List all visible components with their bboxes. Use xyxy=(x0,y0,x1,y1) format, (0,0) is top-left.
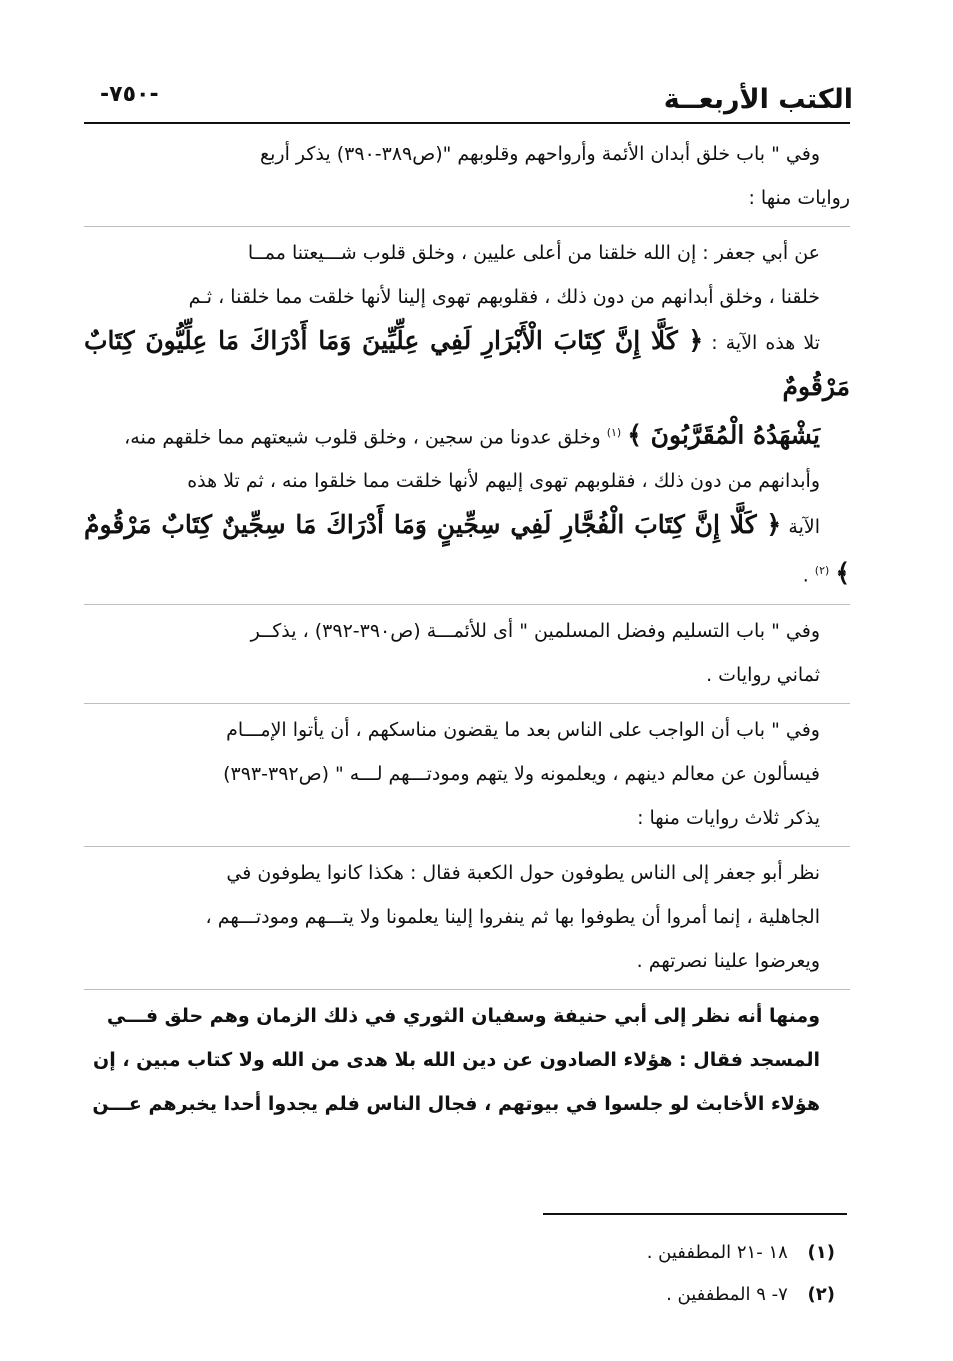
paragraph-separator xyxy=(84,226,850,227)
text-line xyxy=(84,319,850,411)
text-fragment: وخلق عدونا من سجين ، وخلق قلوب شيعتهم مما خلقهم منه، xyxy=(124,426,601,449)
paragraph-2 xyxy=(84,231,850,598)
paragraph-5 xyxy=(84,851,850,983)
text-line: ويعرضوا علينا نصرتهم . xyxy=(636,949,820,972)
footnote-marker: (١) xyxy=(807,1242,835,1263)
text-line: وفي " باب أن الواجب على الناس بعد ما يقضون مناسكهم ، أن يأتوا الإمـــام xyxy=(226,718,820,741)
text-line: فيسألون عن معالم دينهم ، ويعلمونه ولا يتهم ومودتـــهم لـــه " (ص٣٩٢-٣٩٣) xyxy=(223,762,820,785)
text-line: المسجد فقال : هؤلاء الصادون عن دين الله بلا هدى من الله ولا كتاب مبين ، إن xyxy=(93,1048,820,1071)
text-line: خلقنا ، وخلق أبدانهم من دون ذلك ، فقلوبهم تهوى إلينا لأنها خلقت مما خلقنا ، ثـم xyxy=(188,286,820,308)
footnote-item xyxy=(435,1232,835,1274)
paragraph-separator xyxy=(84,703,850,704)
text-fragment: . xyxy=(802,564,809,587)
footnote-reference: (٢) xyxy=(814,564,830,578)
page-number: -٧٥٠- xyxy=(100,82,159,107)
quran-verse: ﴿ كَلَّا إِنَّ كِتَابَ الْأَبْرَارِ لَفِي عِلِّيِّينَ وَمَا أَدْرَاكَ مَا عِلِّيُّونَ كِتَابٌ مَرْقُومٌ xyxy=(84,326,850,401)
text-line: عن أبي جعفر : إن الله خلقنا من أعلى عليين ، وخلق قلوب شـــيعتنا ممــا xyxy=(247,242,820,264)
text-line xyxy=(84,503,850,597)
text-line: وأبدانهم من دون ذلك ، فقلوبهم تهوى إليهم لأنها خلقت مما خلقوا منه ، ثم تلا هذه xyxy=(187,470,820,493)
text-line: ثماني روايات . xyxy=(706,663,820,686)
paragraph-4 xyxy=(84,708,850,840)
header-rule xyxy=(84,122,850,124)
paragraph-separator xyxy=(84,989,850,990)
text-line: ومنها أنه نظر إلى أبي حنيفة وسفيان الثوري في ذلك الزمان وهم حلق فـــي xyxy=(106,1004,820,1027)
running-header-title: الكتب الأربعــة xyxy=(663,84,853,115)
paragraph-1 xyxy=(84,132,850,220)
footnote-reference: (١) xyxy=(606,426,622,439)
footnote-marker: (٢) xyxy=(807,1284,835,1305)
text-line: وفي " باب التسليم وفضل المسلمين " أى للأئمـــة (ص٣٩٠-٣٩٢) ، يذكــر xyxy=(250,619,820,642)
text-fragment: تلا هذه الآية : xyxy=(711,332,821,354)
paragraph-separator xyxy=(84,604,850,605)
text-line: يذكر ثلاث روايات منها : xyxy=(637,806,820,829)
text-line: وفي " باب خلق أبدان الأئمة وأرواحهم وقلوبهم "(ص٣٨٩-٣٩٠) يذكر أربع xyxy=(260,143,820,165)
footnotes xyxy=(435,1232,835,1316)
paragraph-3 xyxy=(84,609,850,697)
text-fragment: الآية xyxy=(788,516,820,539)
paragraph-separator xyxy=(84,846,850,847)
text-line: نظر أبو جعفر إلى الناس يطوفون حول الكعبة فقال : هكذا كانوا يطوفون في xyxy=(226,861,820,884)
paragraph-6 xyxy=(84,994,850,1126)
quran-verse: ﴿ كَلَّا إِنَّ كِتَابَ الْفُجَّارِ لَفِي سِجِّينٍ وَمَا أَدْرَاكَ مَا سِجِّينٌ كِتَابٌ مَرْقُومٌ ﴾ xyxy=(84,510,850,588)
footnote-rule xyxy=(543,1213,847,1215)
footnote-text: ١٨ -٢١ المطففين . xyxy=(646,1242,788,1263)
text-line: هؤلاء الأخابث لو جلسوا في بيوتهم ، فجال الناس فلم يجدوا أحدا يخبرهم عـــن xyxy=(92,1092,820,1115)
body-text xyxy=(84,132,850,1126)
quran-verse: يَشْهَدُهُ الْمُقَرَّبُونَ ﴾ xyxy=(627,420,820,450)
text-line xyxy=(84,411,850,459)
footnote-text: ٧- ٩ المطففين . xyxy=(666,1284,788,1305)
text-line: روايات منها : xyxy=(748,187,850,209)
footnote-item xyxy=(435,1274,835,1316)
text-line: الجاهلية ، إنما أمروا أن يطوفوا بها ثم ينفروا إلينا يعلمونا ولا يتـــهم ومودتـــهم ، xyxy=(205,905,820,928)
